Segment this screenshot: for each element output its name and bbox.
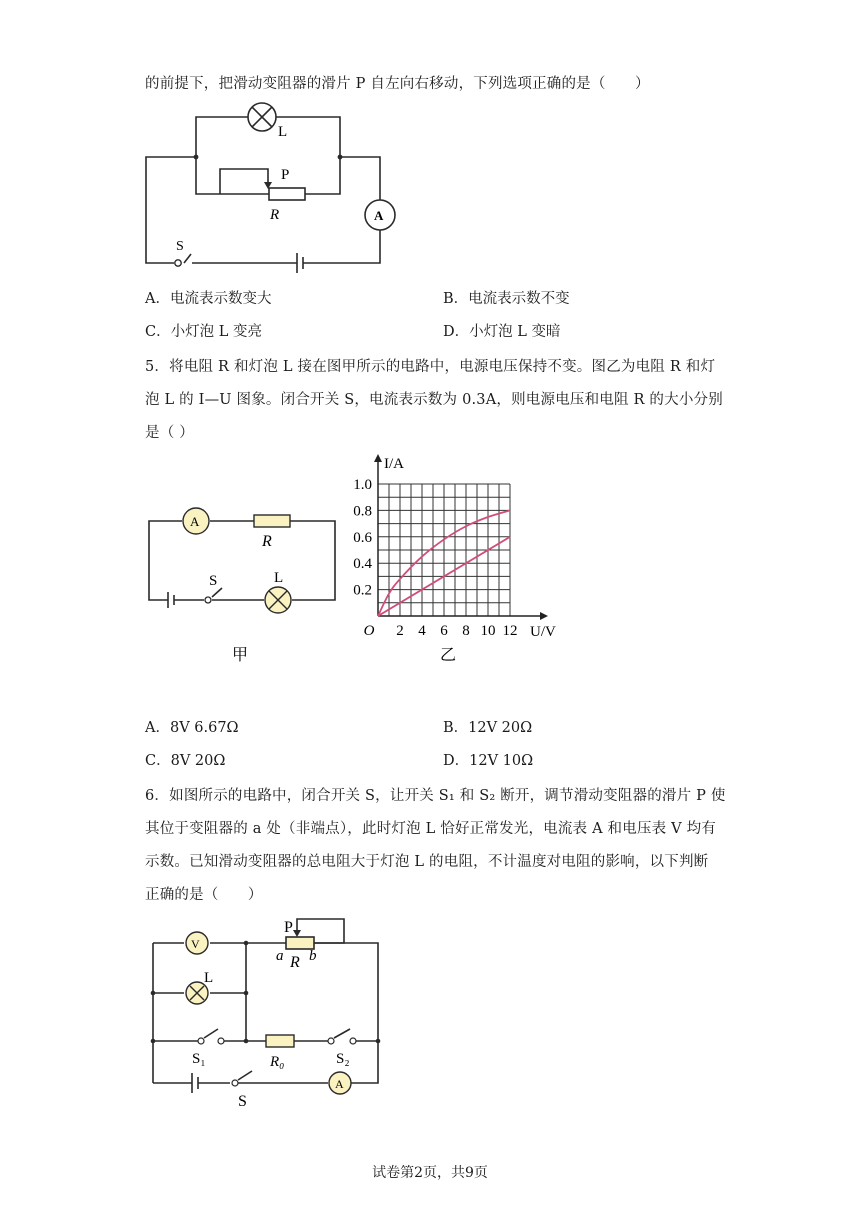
- y-axis-arrow: [374, 454, 382, 462]
- x-tick-label: 4: [418, 623, 426, 639]
- q4-lamp-label: L: [278, 124, 288, 140]
- q5-option-c[interactable]: C．8V 20Ω: [145, 753, 226, 769]
- q5-circuit-jia: [140, 500, 350, 670]
- q5-jia-resistor-label: R: [262, 533, 272, 550]
- q5-jia-switch-label: S: [209, 573, 218, 589]
- q6-b-label: b: [309, 948, 317, 964]
- y-tick-label: 0.4: [353, 556, 372, 573]
- q5-stem-line-3: 是（ ）: [145, 425, 194, 441]
- page-footer: 试卷第2页，共9页: [372, 1165, 488, 1181]
- y-axis-label: I/A: [384, 456, 404, 472]
- q5-option-b[interactable]: B．12V 20Ω: [443, 720, 533, 736]
- q5-stem-line-1: 5．将电阻 R 和灯泡 L 接在图甲所示的电路中，电源电压保持不变。图乙为电阻 R 和灯: [145, 359, 716, 375]
- q6-voltmeter-label: V: [191, 937, 200, 951]
- q4-slider-label: P: [281, 167, 290, 183]
- q5-stem-line-2: 泡 L 的 I—U 图象。闭合开关 S，电流表示数为 0.3A，则电源电压和电阻 R 的大小分别: [145, 392, 723, 408]
- y-tick-label: 0.8: [353, 503, 372, 520]
- y-tick-label: 0.6: [353, 529, 372, 546]
- y-tick-label: 0.2: [353, 582, 372, 599]
- q6-switch-label: S: [238, 1093, 247, 1110]
- q6-stem-line-1: 6．如图所示的电路中，闭合开关 S，让开关 S₁ 和 S₂ 断开，调节滑动变阻器的滑片 P 使: [145, 788, 726, 804]
- x-axis-label: U/V: [530, 624, 556, 640]
- q6-stem-line-3: 示数。已知滑动变阻器的总电阻大于灯泡 L 的电阻，不计温度对电阻的影响，以下判断: [145, 854, 709, 870]
- y-tick-label: 1.0: [353, 477, 372, 493]
- q5-jia-caption: 甲: [232, 647, 249, 664]
- origin-label: O: [363, 623, 375, 639]
- q4-circuit-diagram: [140, 96, 420, 276]
- q5-option-d[interactable]: D．12V 10Ω: [443, 753, 534, 769]
- q6-stem-line-2: 其位于变阻器的 a 处（非端点），此时灯泡 L 恰好正常发光，电流表 A 和电压表 V 均有: [145, 821, 717, 837]
- x-tick-label: 8: [462, 623, 470, 639]
- q5-iu-chart: [340, 448, 570, 673]
- q4-resistor-label: R: [270, 207, 280, 223]
- q4-option-a[interactable]: A．电流表示数变大: [145, 291, 272, 307]
- q4-switch-label: S: [176, 239, 184, 254]
- q4-option-d[interactable]: D．小灯泡 L 变暗: [443, 324, 561, 340]
- q6-a-label: a: [276, 948, 284, 964]
- x-tick-label: 6: [440, 623, 448, 639]
- q6-s2-label: S₂: [336, 1051, 350, 1067]
- q6-resistor-label: R: [290, 954, 300, 971]
- x-tick-label: 2: [396, 623, 404, 639]
- q6-lamp-label: L: [204, 970, 214, 986]
- x-tick-label: 10: [480, 623, 496, 639]
- q6-slider-label: P: [284, 919, 293, 936]
- x-axis-arrow: [540, 612, 548, 620]
- q6-ammeter-label: A: [335, 1077, 344, 1091]
- q4-ammeter-label: A: [374, 208, 384, 223]
- q6-r0-label: R₀: [270, 1054, 285, 1070]
- chart-grid: [378, 484, 510, 616]
- q5-jia-ammeter-label: A: [190, 514, 200, 529]
- q5-option-a[interactable]: A．8V 6.67Ω: [145, 720, 239, 736]
- x-tick-label: 12: [502, 623, 518, 639]
- q4-option-c[interactable]: C．小灯泡 L 变亮: [145, 324, 262, 340]
- q6-s1-label: S₁: [192, 1051, 206, 1067]
- q6-stem-line-4: 正确的是（ ）: [145, 887, 263, 903]
- q6-circuit-diagram: [140, 912, 390, 1110]
- q4-option-b[interactable]: B．电流表示数不变: [443, 291, 570, 307]
- q5-jia-lamp-label: L: [274, 570, 284, 586]
- q5-yi-caption: 乙: [440, 647, 457, 664]
- q4-stem-end: 的前提下，把滑动变阻器的滑片 P 自左向右移动，下列选项正确的是（ ）: [145, 76, 650, 92]
